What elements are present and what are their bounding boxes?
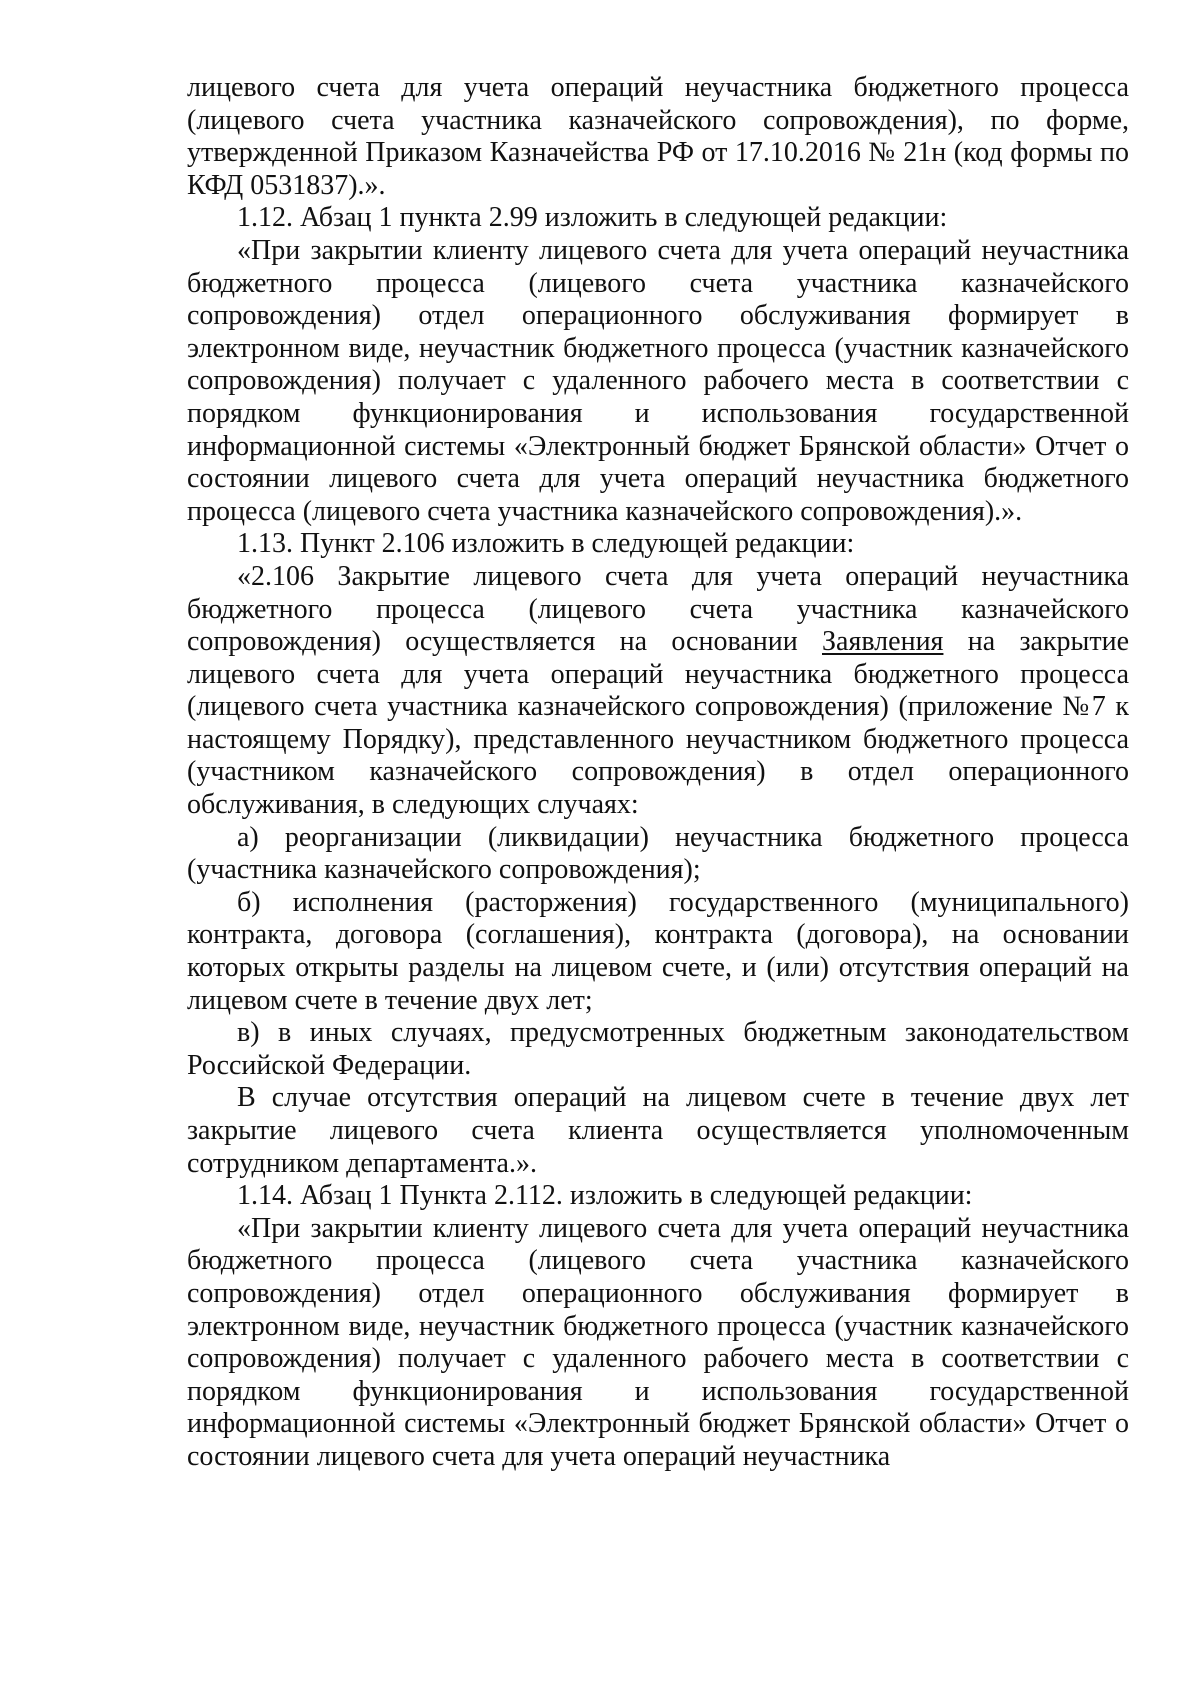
item-1-13-text-start: «2.106 Закрытие лицевого счета для учета операций неучастника бюджетного процесса (лицевого счета участника казначейского сопровождения) осуществляется на основании <box>187 560 1129 658</box>
item-1-12-heading: 1.12. Абзац 1 пункта 2.99 изложить в следующей редакции: <box>237 202 948 234</box>
case-a: а) реорганизации (ликвидации) неучастника бюджетного процесса (участника казначейского сопровождения); <box>187 821 1129 886</box>
item-1-13-heading: 1.13. Пункт 2.106 изложить в следующей редакции: <box>237 528 855 560</box>
item-1-14-heading: 1.14. Абзац 1 Пункта 2.112. изложить в следующей редакции: <box>237 1180 973 1212</box>
item-1-12-text: «При закрытии клиенту лицевого счета для учета операций неучастника бюджетного процесса (лицевого счета участника казначейского сопровождения) отдел операционного обслуживания формирует в электронном виде, неучастник бюджетного процесса (участник казначейского сопровождения) получает с удаленного рабочего места в соответствии с порядком функционирования и использования государственной информационной системы «Электронный бюджет Брянской области» Отчет о состоянии лицевого счета для учета операций неучастника бюджетного процесса (лицевого счета участника казначейского сопровождения).». <box>187 234 1129 527</box>
continuation-paragraph: лицевого счета для учета операций неучастника бюджетного процесса (лицевого счета участника казначейского сопровождения), по форме, утвержденной Приказом Казначейства РФ от 17.10.2016 № 21н (код формы по КФД 0531837).». <box>187 72 1129 201</box>
item-1-13-text <box>187 561 1129 822</box>
statement-link[interactable]: Заявления <box>822 626 944 658</box>
item-1-13-text-end: на закрытие лицевого счета для учета операций неучастника бюджетного процесса (лицевого счета участника казначейского сопровождения) (приложение №7 к настоящему Порядку), представленного неучастником бюджетного процесса (участником казначейского сопровождения) в отдел операционного обслуживания, в следующих случаях: <box>187 626 1129 821</box>
no-operations-paragraph: В случае отсутствия операций на лицевом счете в течение двух лет закрытие лицевого счета клиента осуществляется уполномоченным сотрудником департамента.». <box>187 1082 1129 1179</box>
case-v: в) в иных случаях, предусмотренных бюджетным законодательством Российской Федерации. <box>187 1017 1129 1081</box>
case-b: б) исполнения (расторжения) государственного (муниципального) контракта, договора (соглашения), контракта (договора), на основании которых открыты разделы на лицевом счете, и (или) отсутствия операций на лицевом счете в течение двух лет; <box>187 886 1129 1016</box>
item-1-14-text: «При закрытии клиенту лицевого счета для учета операций неучастника бюджетного процесса (лицевого счета участника казначейского сопровождения) отдел операционного обслуживания формирует в электронном виде, неучастник бюджетного процесса (участник казначейского сопровождения) получает с удаленного рабочего места в соответствии с порядком функционирования и использования государственной информационной системы «Электронный бюджет Брянской области» Отчет о состоянии лицевого счета для учета операций неучастника <box>187 1212 1129 1472</box>
document-body <box>187 72 1129 1474</box>
